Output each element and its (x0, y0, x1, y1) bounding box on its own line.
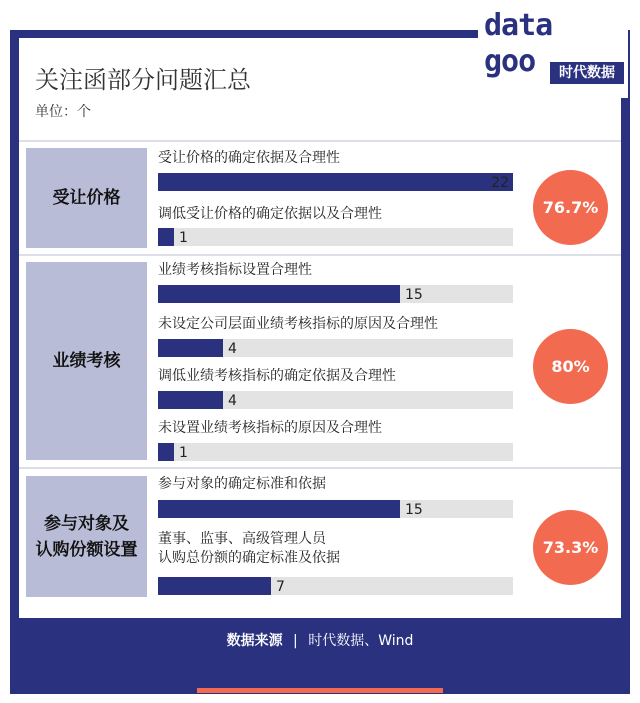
bar-value: 1 (179, 230, 188, 246)
bar-track (158, 391, 513, 409)
divider (19, 140, 621, 142)
bar-value: 15 (405, 287, 423, 303)
logo-word-line: data (484, 8, 553, 43)
logo-tag: 时代数据 (550, 62, 624, 84)
category-label-line: 认购份额设置 (35, 539, 138, 560)
bar-label-line: 认购总份额的确定标准及依据 (158, 550, 340, 566)
bar-track (158, 339, 513, 357)
logo (478, 6, 628, 98)
category-label (26, 476, 147, 597)
bar-track (158, 443, 513, 461)
divider (19, 467, 621, 469)
bar-label: 未设定公司层面业绩考核指标的原因及合理性 (158, 316, 438, 332)
percent-badge: 80% (533, 329, 608, 404)
bar (158, 339, 223, 357)
source-value: 时代数据、Wind (308, 633, 414, 649)
logo-wordmark (484, 8, 552, 80)
bar-track (158, 173, 513, 191)
bar-track (158, 577, 513, 595)
logo-word-line: goo (484, 44, 536, 79)
bar (158, 228, 174, 246)
bar-label: 未设置业绩考核指标的原因及合理性 (158, 420, 382, 436)
category-label: 受让价格 (26, 148, 147, 248)
bar-label: 受让价格的确定依据及合理性 (158, 150, 340, 166)
footer-accent-bar (197, 688, 443, 693)
bar-label: 调低受让价格的确定依据以及合理性 (158, 206, 382, 222)
bar (158, 500, 400, 518)
page-title: 关注函部分问题汇总 (35, 66, 251, 94)
bar-label (158, 530, 340, 568)
bar-value: 1 (179, 445, 188, 461)
category-label-line: 参与对象及 (44, 513, 129, 534)
bar-track (158, 500, 513, 518)
source-separator: | (293, 633, 298, 649)
bar-track (158, 228, 513, 246)
bar (158, 443, 174, 461)
bar (158, 577, 271, 595)
bar-value: 15 (405, 502, 423, 518)
percent-badge: 73.3% (533, 510, 608, 585)
unit-label: 单位：个 (35, 104, 91, 120)
bar-track (158, 285, 513, 303)
bar-value: 7 (276, 579, 285, 595)
bar-value: 4 (228, 341, 237, 357)
bar (158, 391, 223, 409)
bar-value: 4 (228, 393, 237, 409)
category-label: 业绩考核 (26, 262, 147, 460)
divider (19, 254, 621, 256)
percent-badge: 76.7% (533, 170, 608, 245)
bar-label: 业绩考核指标设置合理性 (158, 262, 312, 278)
bar-value: 22 (491, 175, 509, 191)
bar-label-line: 董事、监事、高级管理人员 (158, 531, 326, 547)
bar-label: 调低业绩考核指标的确定依据及合理性 (158, 368, 396, 384)
bar-label: 参与对象的确定标准和依据 (158, 476, 326, 492)
source-label: 数据来源 (226, 633, 283, 649)
bar (158, 173, 513, 191)
source-footer (19, 630, 621, 650)
bar (158, 285, 400, 303)
